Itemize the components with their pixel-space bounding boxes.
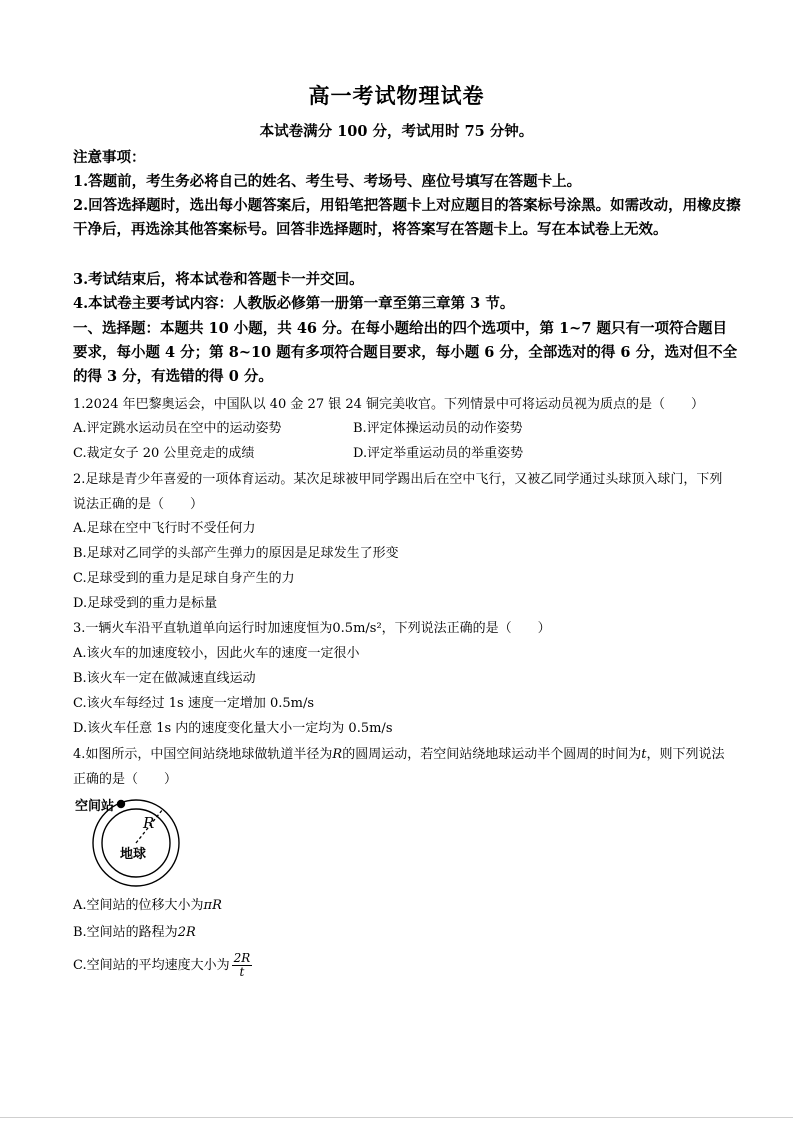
q4-radius-symbol: R [332, 747, 343, 762]
q4-option-c-text: C.空间站的平均速度大小为 [73, 958, 230, 973]
fraction-denominator: t [239, 965, 245, 979]
q4-option-c [73, 952, 252, 980]
q1-option-c: C.裁定女子 20 公里竞走的成绩 [73, 446, 255, 461]
q3-stem [73, 617, 733, 642]
q4-option-b-math: 2R [177, 925, 196, 940]
notice-item-1: 1.答题前，考生务必将自己的姓名、考生号、考场号、座位号填写在答题卡上。 [73, 173, 582, 190]
q2-stem: 2.足球是青少年喜爱的一项体育运动。某次足球被甲同学踢出后在空中飞行，又被乙同学通过头球顶入球门，下列说法正确的是（ ） [73, 472, 723, 512]
q4-time-symbol: t [641, 747, 647, 762]
q3-stem-post: ，下列说法正确的是（ ） [381, 621, 551, 636]
q1-option-d: D.评定举重运动员的举重姿势 [353, 446, 524, 461]
q3-option-d: D.该火车任意 1s 内的速度变化量大小一定均为 0.5m/s [73, 721, 393, 736]
q3-option-b: B.该火车一定在做减速直线运动 [73, 671, 256, 686]
q2-option-a: A.足球在空中飞行时不受任何力 [73, 521, 256, 536]
space-station-dot [117, 800, 125, 808]
figure-label-radius: R [143, 814, 155, 832]
q4-option-b [73, 922, 196, 944]
page-bottom-rule [0, 1117, 793, 1118]
q3-acceleration: 0.5m/s² [332, 621, 382, 636]
q2-option-c: C.足球受到的重力是足球自身产生的力 [73, 571, 295, 586]
q2-option-d: D.足球受到的重力是标量 [73, 596, 218, 611]
fraction-numerator: 2R [233, 951, 251, 965]
q3-option-c: C.该火车每经过 1s 速度一定增加 0.5m/s [73, 696, 315, 711]
q4-option-a-text: A.空间站的位移大小为 [73, 898, 204, 913]
q1-stem: 1.2024 年巴黎奥运会，中国队以 40 金 27 银 24 铜完美收官。下列情景中可将运动员视为质点的是（ ） [73, 397, 705, 412]
section-1-instructions: 一、选择题：本题共 10 小题，共 46 分。在每小题给出的四个选项中，第 1~7 题只有一项符合题目要求，每小题 4 分；第 8~10 题有多项符合题目要求，每小题 6 分，全部选对的得 6 分，选对但不全的得 3 分，有选错的得 0 分。 [73, 320, 738, 385]
figure-label-earth: 地球 [120, 847, 147, 862]
q1-option-a: A.评定跳水运动员在空中的运动姿势 [73, 421, 282, 436]
page-title: 高一考试物理试卷 [308, 83, 485, 108]
orbit-figure [73, 795, 185, 890]
q1-option-b: B.评定体操运动员的动作姿势 [353, 421, 523, 436]
q4-option-c-fraction [232, 952, 253, 979]
notice-item-3: 3.考试结束后，将本试卷和答题卡一并交回。 [73, 271, 364, 288]
q3-stem-pre: 3.一辆火车沿平直轨道单向运行时加速度恒为 [73, 621, 333, 636]
notice-item-2: 2.回答选择题时，选出每小题答案后，用铅笔把答题卡上对应题目的答案标号涂黑。如需改动，用橡皮擦干净后，再选涂其他答案标号。回答非选择题时，将答案写在答题卡上。写在本试卷上无效。 [73, 197, 741, 238]
notice-item-4: 4.本试卷主要考试内容：人教版必修第一册第一章至第三章第 3 节。 [73, 295, 515, 312]
q3-option-a: A.该火车的加速度较小，因此火车的速度一定很小 [73, 646, 360, 661]
notice-heading: 注意事项： [73, 149, 146, 166]
q4-stem-a: 4.如图所示，中国空间站绕地球做轨道半径为 [73, 747, 333, 762]
q4-stem [73, 743, 733, 792]
q4-option-a [73, 895, 222, 917]
q4-stem-c: ，则下列说法正确的是（ ） [73, 747, 725, 787]
figure-label-station: 空间站 [75, 799, 115, 814]
q2-option-b: B.足球对乙同学的头部产生弹力的原因是足球发生了形变 [73, 546, 399, 561]
q4-stem-b: 的圆周运动，若空间站绕地球运动半个圆周的时间为 [342, 747, 642, 762]
exam-subtitle: 本试卷满分 100 分，考试用时 75 分钟。 [259, 123, 534, 140]
q4-option-a-math: πR [203, 898, 222, 913]
q4-option-b-text: B.空间站的路程为 [73, 925, 178, 940]
